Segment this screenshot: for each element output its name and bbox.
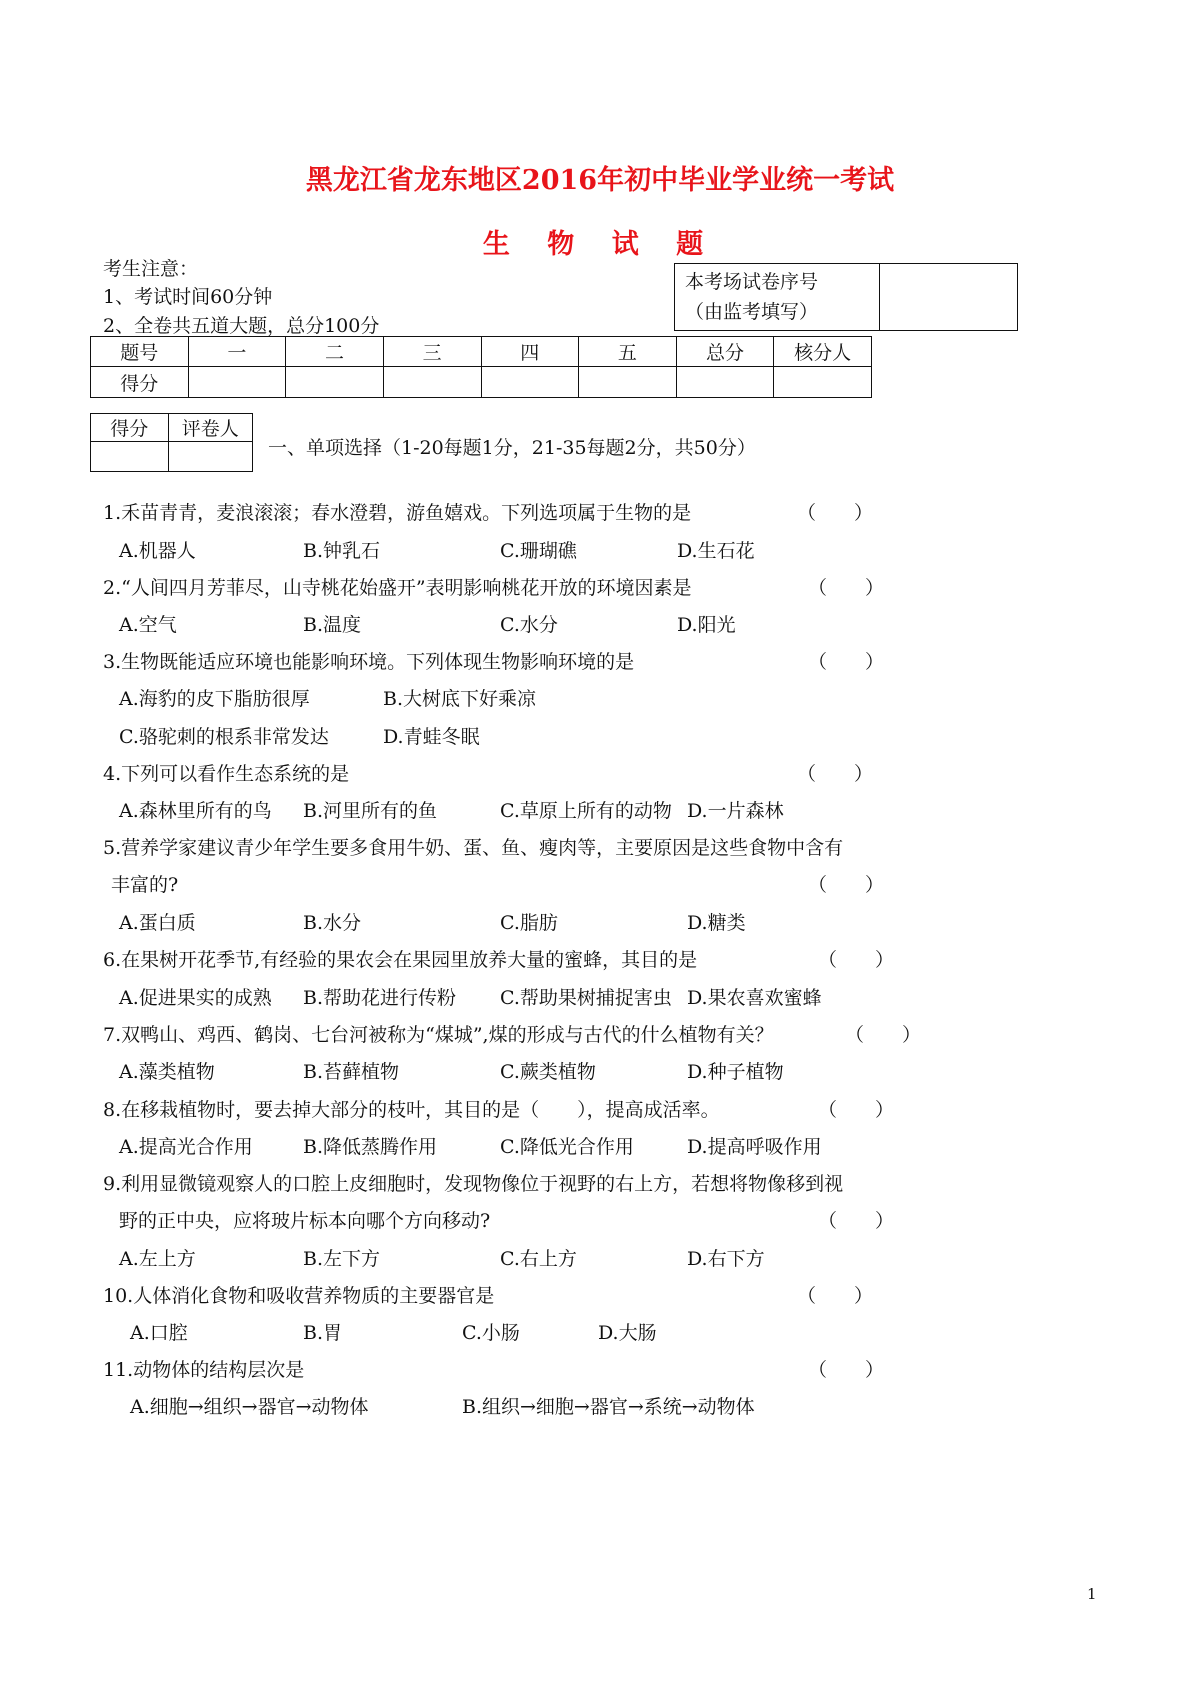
option-7b[interactable]: B.苔藓植物 — [303, 1061, 400, 1083]
option-3d[interactable]: D.青蛙冬眠 — [383, 726, 480, 748]
score-header-total: 总分 — [676, 337, 774, 367]
option-11a[interactable]: A.细胞→组织→器官→动物体 — [130, 1396, 369, 1418]
score-table — [90, 336, 872, 398]
option-10d[interactable]: D.大肠 — [598, 1322, 657, 1344]
option-9d[interactable]: D.右下方 — [687, 1248, 765, 1270]
option-4d[interactable]: D.一片森林 — [687, 800, 784, 822]
answer-paren-10[interactable]: （ ） — [797, 1285, 874, 1307]
question-10: 10.人体消化食物和吸收营养物质的主要器官是 — [103, 1285, 495, 1307]
answer-paren-5[interactable]: （ ） — [808, 874, 885, 896]
option-3c[interactable]: C.骆驼刺的根系非常发达 — [119, 726, 329, 748]
option-10c[interactable]: C.小肠 — [462, 1322, 520, 1344]
answer-paren-7[interactable]: （ ） — [845, 1024, 922, 1046]
seat-number-box — [674, 263, 1018, 331]
question-4: 4.下列可以看作生态系统的是 — [103, 763, 350, 785]
score-cell-checker[interactable] — [774, 367, 872, 398]
option-11b[interactable]: B.组织→细胞→器官→系统→动物体 — [462, 1396, 755, 1418]
answer-paren-8[interactable]: （ ） — [818, 1099, 895, 1121]
score-header-2: 二 — [286, 337, 384, 367]
question-5: 5.营养学家建议青少年学生要多食用牛奶、蛋、鱼、瘦肉等，主要原因是这些食物中含有 — [103, 837, 844, 859]
grader-box — [90, 413, 253, 472]
score-header-4: 四 — [481, 337, 579, 367]
option-10b[interactable]: B.胃 — [303, 1322, 343, 1344]
score-cell-1[interactable] — [188, 367, 286, 398]
score-cell-total[interactable] — [676, 367, 774, 398]
seat-number-label-line2: （由监考填写） — [685, 301, 819, 323]
option-2a[interactable]: A.空气 — [119, 614, 177, 636]
option-3a[interactable]: A.海豹的皮下脂肪很厚 — [119, 688, 310, 710]
score-header-1: 一 — [188, 337, 286, 367]
notice-item-total: 2、全卷共五道大题，总分100分 — [103, 315, 380, 337]
answer-paren-9[interactable]: （ ） — [818, 1210, 895, 1232]
option-9c[interactable]: C.右上方 — [500, 1248, 577, 1270]
option-1d[interactable]: D.生石花 — [677, 540, 755, 562]
question-6: 6.在果树开花季节,有经验的果农会在果园里放养大量的蜜蜂，其目的是 — [103, 949, 698, 971]
exam-subtitle: 生 物 试 题 — [482, 229, 718, 260]
exam-title: 黑龙江省龙东地区2016年初中毕业学业统一考试 — [305, 165, 895, 196]
section-title: 一、单项选择（1-20每题1分，21-35每题2分，共50分） — [268, 437, 756, 459]
option-4c[interactable]: C.草原上所有的动物 — [500, 800, 672, 822]
score-cell-4[interactable] — [481, 367, 579, 398]
answer-paren-6[interactable]: （ ） — [818, 949, 895, 971]
score-row-label: 得分 — [91, 367, 189, 398]
option-8a[interactable]: A.提高光合作用 — [119, 1136, 253, 1158]
option-6b[interactable]: B.帮助花进行传粉 — [303, 987, 457, 1009]
question-2: 2.“人间四月芳菲尽，山寺桃花始盛开”表明影响桃花开放的环境因素是 — [103, 577, 692, 599]
option-4b[interactable]: B.河里所有的鱼 — [303, 800, 438, 822]
question-11: 11.动物体的结构层次是 — [103, 1359, 305, 1381]
answer-paren-2[interactable]: （ ） — [808, 577, 885, 599]
question-9: 9.利用显微镜观察人的口腔上皮细胞时，发现物像位于视野的右上方，若想将物像移到视 — [103, 1173, 844, 1195]
option-4a[interactable]: A.森林里所有的鸟 — [119, 800, 272, 822]
score-cell-2[interactable] — [286, 367, 384, 398]
question-1: 1.禾苗青青，麦浪滚滚；春水澄碧，游鱼嬉戏。下列选项属于生物的是 — [103, 502, 692, 524]
question-5-cont: 丰富的? — [111, 874, 179, 896]
grader-name-field[interactable] — [168, 442, 252, 472]
option-2d[interactable]: D.阳光 — [677, 614, 736, 636]
option-1b[interactable]: B.钟乳石 — [303, 540, 381, 562]
page-number: 1 — [1087, 1585, 1097, 1603]
option-7c[interactable]: C.蕨类植物 — [500, 1061, 596, 1083]
grader-score-field[interactable] — [91, 442, 169, 472]
option-9a[interactable]: A.左上方 — [119, 1248, 196, 1270]
score-cell-3[interactable] — [383, 367, 481, 398]
answer-paren-11[interactable]: （ ） — [808, 1359, 885, 1381]
option-5d[interactable]: D.糖类 — [687, 912, 746, 934]
option-7a[interactable]: A.藻类植物 — [119, 1061, 215, 1083]
option-1c[interactable]: C.珊瑚礁 — [500, 540, 577, 562]
option-5c[interactable]: C.脂肪 — [500, 912, 558, 934]
answer-paren-4[interactable]: （ ） — [797, 763, 874, 785]
notice-heading: 考生注意： — [103, 258, 199, 280]
score-header-checker: 核分人 — [774, 337, 872, 367]
seat-number-label — [675, 264, 880, 331]
option-8c[interactable]: C.降低光合作用 — [500, 1136, 634, 1158]
option-2b[interactable]: B.温度 — [303, 614, 362, 636]
answer-paren-3[interactable]: （ ） — [808, 651, 885, 673]
option-1a[interactable]: A.机器人 — [119, 540, 196, 562]
option-5b[interactable]: B.水分 — [303, 912, 362, 934]
question-8: 8.在移栽植物时，要去掉大部分的枝叶，其目的是（ ），提高成活率。 — [103, 1099, 720, 1121]
question-3: 3.生物既能适应环境也能影响环境。下列体现生物影响环境的是 — [103, 651, 635, 673]
option-6d[interactable]: D.果农喜欢蜜蜂 — [687, 987, 822, 1009]
option-8b[interactable]: B.降低蒸腾作用 — [303, 1136, 438, 1158]
seat-number-label-line1: 本考场试卷序号 — [685, 271, 819, 293]
option-9b[interactable]: B.左下方 — [303, 1248, 381, 1270]
score-header-3: 三 — [383, 337, 481, 367]
option-3b[interactable]: B.大树底下好乘凉 — [383, 688, 537, 710]
option-10a[interactable]: A.口腔 — [130, 1322, 188, 1344]
question-7: 7.双鸭山、鸡西、鹤岗、七台河被称为“煤城”,煤的形成与古代的什么植物有关？ — [103, 1024, 774, 1046]
score-header-5: 五 — [579, 337, 677, 367]
notice-item-time: 1、考试时间60分钟 — [103, 286, 273, 308]
seat-number-field[interactable] — [880, 264, 1018, 331]
option-5a[interactable]: A.蛋白质 — [119, 912, 196, 934]
answer-paren-1[interactable]: （ ） — [797, 502, 874, 524]
option-2c[interactable]: C.水分 — [500, 614, 558, 636]
score-cell-5[interactable] — [579, 367, 677, 398]
option-6a[interactable]: A.促进果实的成熟 — [119, 987, 272, 1009]
grader-score-label: 得分 — [91, 414, 169, 442]
grader-name-label: 评卷人 — [168, 414, 252, 442]
option-8d[interactable]: D.提高呼吸作用 — [687, 1136, 822, 1158]
question-9-cont: 野的正中央，应将玻片标本向哪个方向移动? — [119, 1210, 491, 1232]
score-header-label: 题号 — [91, 337, 189, 367]
option-6c[interactable]: C.帮助果树捕捉害虫 — [500, 987, 672, 1009]
option-7d[interactable]: D.种子植物 — [687, 1061, 784, 1083]
